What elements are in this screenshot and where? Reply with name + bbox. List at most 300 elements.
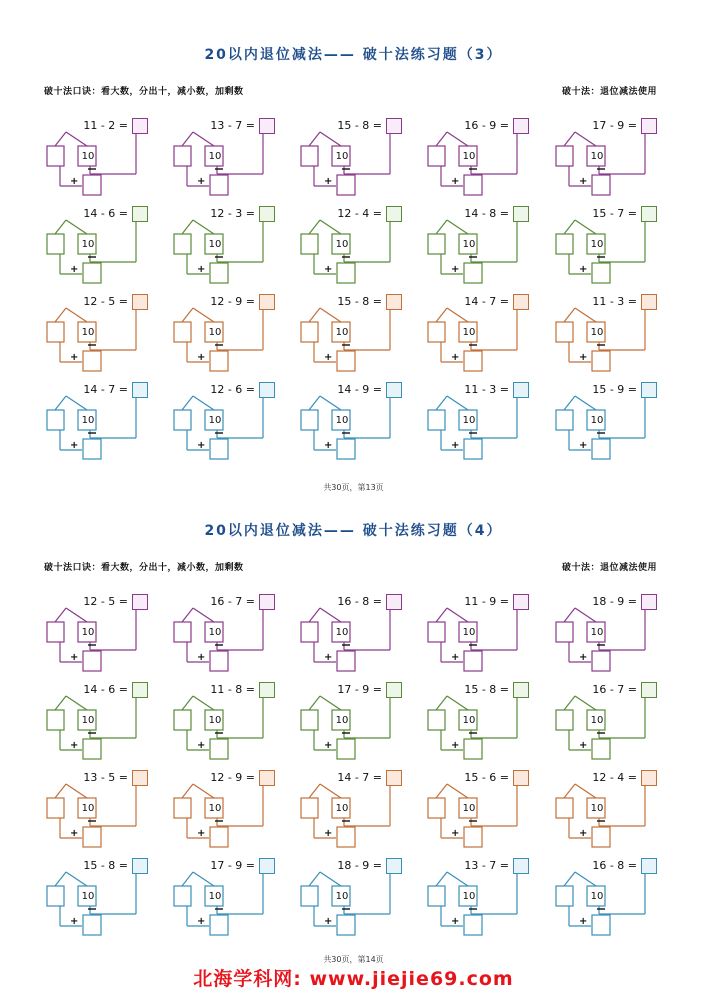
remainder-box[interactable] (301, 798, 318, 818)
equation-text: 15 - 9 = (592, 383, 637, 396)
equation-text: 15 - 6 = (464, 771, 509, 784)
ten-label: 10 (590, 415, 604, 426)
connector-line (182, 608, 193, 622)
sum-box[interactable] (337, 651, 355, 671)
connector-line (66, 132, 87, 146)
plus-label: + (451, 264, 460, 275)
problem-item (304, 294, 414, 370)
remainder-box[interactable] (428, 710, 445, 730)
equation-text: 12 - 4 = (592, 771, 637, 784)
answer-box[interactable] (641, 206, 657, 222)
connector-line (564, 396, 575, 410)
answer-box[interactable] (386, 206, 402, 222)
answer-box[interactable] (513, 770, 529, 786)
sum-box[interactable] (592, 351, 610, 371)
answer-box[interactable] (386, 858, 402, 874)
problem-item (431, 682, 541, 758)
sum-box[interactable] (83, 439, 101, 459)
sum-box[interactable] (83, 263, 101, 283)
remainder-box[interactable] (301, 710, 318, 730)
problem-item (50, 206, 160, 282)
equation-text: 12 - 9 = (210, 771, 255, 784)
equation-text: 12 - 6 = (210, 383, 255, 396)
plus-label: + (451, 828, 460, 839)
connector-line (309, 220, 320, 234)
answer-box[interactable] (641, 294, 657, 310)
answer-box[interactable] (386, 382, 402, 398)
connector-line (447, 872, 468, 886)
ten-label: 10 (81, 891, 95, 902)
answer-box[interactable] (386, 594, 402, 610)
plus-label: + (451, 352, 460, 363)
problem-item (431, 206, 541, 282)
equation-text: 11 - 3 = (464, 383, 509, 396)
equation-text: 14 - 6 = (83, 683, 128, 696)
connector-line (182, 308, 193, 322)
problem-item (50, 770, 160, 846)
connector-line (575, 608, 596, 622)
answer-box[interactable] (259, 594, 275, 610)
ten-label: 10 (335, 239, 349, 250)
page-footer: 共30页，第14页 (323, 955, 384, 964)
problem-item (177, 858, 287, 934)
answer-box[interactable] (132, 682, 148, 698)
ten-label: 10 (462, 803, 476, 814)
ten-label: 10 (590, 151, 604, 162)
sum-box[interactable] (592, 827, 610, 847)
remainder-box[interactable] (556, 322, 573, 342)
connector-line (575, 132, 596, 146)
equation-text: 16 - 8 = (337, 595, 382, 608)
page-footer: 共30页，第13页 (323, 483, 384, 492)
method-rule: 破十法口诀：看大数，分出十，减小数，加剩数 (44, 87, 244, 97)
remainder-box[interactable] (174, 410, 191, 430)
connector-line (564, 872, 575, 886)
ten-label: 10 (208, 627, 222, 638)
connector-line (309, 396, 320, 410)
answer-box[interactable] (259, 206, 275, 222)
equation-text: 15 - 8 = (337, 295, 382, 308)
plus-label: + (451, 652, 460, 663)
problem-item (559, 118, 669, 194)
equation-text: 14 - 7 = (83, 383, 128, 396)
connector-line (193, 132, 214, 146)
equation-text: 17 - 9 = (210, 859, 255, 872)
connector-line (564, 784, 575, 798)
problem-item (50, 118, 160, 194)
answer-box[interactable] (641, 858, 657, 874)
plus-label: + (197, 176, 206, 187)
connector-line (447, 696, 468, 710)
connector-line (447, 784, 468, 798)
connector-line (66, 784, 87, 798)
connector-line (575, 784, 596, 798)
remainder-box[interactable] (556, 622, 573, 642)
sum-box[interactable] (337, 351, 355, 371)
method-hint: 破十法：退位减法使用 (561, 563, 657, 573)
remainder-box[interactable] (174, 146, 191, 166)
ten-label: 10 (81, 415, 95, 426)
remainder-box[interactable] (428, 234, 445, 254)
remainder-box[interactable] (174, 234, 191, 254)
problem-item (431, 382, 541, 458)
sum-box[interactable] (592, 439, 610, 459)
sum-box[interactable] (83, 175, 101, 195)
problem-item (177, 294, 287, 370)
remainder-box[interactable] (301, 146, 318, 166)
remainder-box[interactable] (428, 886, 445, 906)
sum-box[interactable] (337, 175, 355, 195)
connector-line (66, 608, 87, 622)
connector-line (193, 608, 214, 622)
sum-box[interactable] (83, 827, 101, 847)
problem-item (559, 682, 669, 758)
plus-label: + (579, 916, 588, 927)
ten-label: 10 (462, 415, 476, 426)
sum-box[interactable] (337, 915, 355, 935)
answer-box[interactable] (386, 770, 402, 786)
answer-box[interactable] (259, 118, 275, 134)
equation-text: 14 - 7 = (464, 295, 509, 308)
connector-line (436, 872, 447, 886)
problem-item (177, 770, 287, 846)
remainder-box[interactable] (556, 710, 573, 730)
equation-text: 16 - 7 = (592, 683, 637, 696)
plus-label: + (579, 352, 588, 363)
sum-box[interactable] (464, 915, 482, 935)
problem-item (304, 770, 414, 846)
sheet-title: 20以内退位减法—— 破十法练习题（3） (204, 47, 503, 63)
sum-box[interactable] (592, 651, 610, 671)
sheet-title: 20以内退位减法—— 破十法练习题（4） (204, 523, 503, 539)
remainder-box[interactable] (47, 886, 64, 906)
sum-box[interactable] (210, 351, 228, 371)
sum-box[interactable] (83, 915, 101, 935)
sum-box[interactable] (83, 739, 101, 759)
remainder-box[interactable] (556, 234, 573, 254)
ten-label: 10 (462, 151, 476, 162)
problem-item (304, 858, 414, 934)
answer-box[interactable] (386, 294, 402, 310)
sum-box[interactable] (210, 739, 228, 759)
connector-line (447, 308, 468, 322)
remainder-box[interactable] (47, 322, 64, 342)
connector-line (447, 132, 468, 146)
answer-box[interactable] (513, 858, 529, 874)
remainder-box[interactable] (301, 410, 318, 430)
problem-item (431, 858, 541, 934)
remainder-box[interactable] (556, 410, 573, 430)
connector-line (575, 696, 596, 710)
problem-item (559, 382, 669, 458)
answer-box[interactable] (132, 206, 148, 222)
sum-box[interactable] (210, 175, 228, 195)
answer-box[interactable] (641, 382, 657, 398)
remainder-box[interactable] (174, 622, 191, 642)
sum-box[interactable] (592, 915, 610, 935)
remainder-box[interactable] (301, 622, 318, 642)
plus-label: + (70, 916, 79, 927)
sum-box[interactable] (210, 439, 228, 459)
ten-label: 10 (335, 627, 349, 638)
answer-box[interactable] (513, 682, 529, 698)
problem-item (431, 294, 541, 370)
remainder-box[interactable] (174, 322, 191, 342)
remainder-box[interactable] (301, 234, 318, 254)
connector-line (182, 784, 193, 798)
answer-box[interactable] (513, 206, 529, 222)
sum-box[interactable] (210, 915, 228, 935)
connector-line (447, 396, 468, 410)
connector-line (193, 784, 214, 798)
equation-text: 15 - 8 = (337, 119, 382, 132)
connector-line (320, 220, 341, 234)
answer-box[interactable] (259, 294, 275, 310)
connector-line (309, 696, 320, 710)
connector-line (447, 220, 468, 234)
ten-label: 10 (81, 715, 95, 726)
remainder-box[interactable] (174, 798, 191, 818)
answer-box[interactable] (132, 770, 148, 786)
plus-label: + (70, 740, 79, 751)
sum-box[interactable] (464, 175, 482, 195)
remainder-box[interactable] (428, 410, 445, 430)
ten-label: 10 (335, 151, 349, 162)
sum-box[interactable] (592, 263, 610, 283)
connector-line (436, 696, 447, 710)
problem-item (50, 294, 160, 370)
connector-line (320, 396, 341, 410)
remainder-box[interactable] (428, 322, 445, 342)
connector-line (309, 132, 320, 146)
sum-box[interactable] (337, 439, 355, 459)
sum-box[interactable] (592, 175, 610, 195)
connector-line (66, 220, 87, 234)
answer-box[interactable] (259, 382, 275, 398)
connector-line (575, 308, 596, 322)
answer-box[interactable] (132, 294, 148, 310)
ten-label: 10 (462, 715, 476, 726)
connector-line (564, 696, 575, 710)
connector-line (193, 308, 214, 322)
equation-text: 12 - 4 = (337, 207, 382, 220)
connector-line (436, 396, 447, 410)
connector-line (55, 872, 66, 886)
problem-item (431, 770, 541, 846)
ten-label: 10 (335, 803, 349, 814)
plus-label: + (197, 740, 206, 751)
connector-line (66, 696, 87, 710)
answer-box[interactable] (386, 682, 402, 698)
remainder-box[interactable] (428, 622, 445, 642)
remainder-box[interactable] (47, 410, 64, 430)
remainder-box[interactable] (556, 798, 573, 818)
answer-box[interactable] (641, 118, 657, 134)
ten-label: 10 (590, 891, 604, 902)
remainder-box[interactable] (47, 710, 64, 730)
plus-label: + (579, 740, 588, 751)
plus-label: + (324, 176, 333, 187)
problem-item (304, 682, 414, 758)
plus-label: + (579, 440, 588, 451)
plus-label: + (324, 440, 333, 451)
sum-box[interactable] (592, 739, 610, 759)
equation-text: 17 - 9 = (592, 119, 637, 132)
ten-label: 10 (208, 715, 222, 726)
problem-item (177, 118, 287, 194)
equation-text: 11 - 9 = (464, 595, 509, 608)
problem-item (431, 118, 541, 194)
sum-box[interactable] (337, 739, 355, 759)
answer-box[interactable] (513, 382, 529, 398)
connector-line (320, 308, 341, 322)
answer-box[interactable] (513, 118, 529, 134)
ten-label: 10 (81, 627, 95, 638)
connector-line (182, 132, 193, 146)
answer-box[interactable] (513, 294, 529, 310)
sum-box[interactable] (83, 651, 101, 671)
connector-line (320, 872, 341, 886)
plus-label: + (324, 352, 333, 363)
ten-label: 10 (462, 239, 476, 250)
connector-line (436, 308, 447, 322)
sum-box[interactable] (210, 827, 228, 847)
remainder-box[interactable] (301, 886, 318, 906)
problem-item (50, 858, 160, 934)
ten-label: 10 (81, 239, 95, 250)
plus-label: + (197, 264, 206, 275)
problem-item (177, 382, 287, 458)
method-rule: 破十法口诀：看大数，分出十，减小数，加剩数 (44, 563, 244, 573)
connector-line (193, 220, 214, 234)
answer-box[interactable] (259, 858, 275, 874)
answer-box[interactable] (513, 594, 529, 610)
connector-line (182, 872, 193, 886)
connector-line (182, 696, 193, 710)
equation-text: 13 - 7 = (464, 859, 509, 872)
ten-label: 10 (590, 803, 604, 814)
plus-label: + (197, 828, 206, 839)
answer-box[interactable] (641, 682, 657, 698)
equation-text: 14 - 7 = (337, 771, 382, 784)
answer-box[interactable] (641, 770, 657, 786)
equation-text: 12 - 5 = (83, 295, 128, 308)
problem-item (559, 294, 669, 370)
remainder-box[interactable] (47, 622, 64, 642)
answer-box[interactable] (259, 770, 275, 786)
answer-box[interactable] (132, 594, 148, 610)
remainder-box[interactable] (174, 710, 191, 730)
sum-box[interactable] (210, 263, 228, 283)
sum-box[interactable] (83, 351, 101, 371)
remainder-box[interactable] (428, 146, 445, 166)
equation-text: 14 - 8 = (464, 207, 509, 220)
ten-label: 10 (590, 239, 604, 250)
connector-line (309, 872, 320, 886)
remainder-box[interactable] (47, 234, 64, 254)
connector-line (55, 308, 66, 322)
connector-line (447, 608, 468, 622)
plus-label: + (70, 176, 79, 187)
equation-text: 16 - 9 = (464, 119, 509, 132)
ten-label: 10 (81, 151, 95, 162)
plus-label: + (197, 652, 206, 663)
answer-box[interactable] (132, 382, 148, 398)
answer-box[interactable] (259, 682, 275, 698)
sum-box[interactable] (210, 651, 228, 671)
sum-box[interactable] (464, 739, 482, 759)
equation-text: 15 - 8 = (464, 683, 509, 696)
answer-box[interactable] (386, 118, 402, 134)
equation-text: 18 - 9 = (337, 859, 382, 872)
ten-label: 10 (590, 327, 604, 338)
connector-line (182, 396, 193, 410)
problem-item (177, 594, 287, 670)
connector-line (55, 784, 66, 798)
answer-box[interactable] (132, 858, 148, 874)
remainder-box[interactable] (174, 886, 191, 906)
ten-label: 10 (335, 891, 349, 902)
plus-label: + (70, 828, 79, 839)
sum-box[interactable] (464, 439, 482, 459)
remainder-box[interactable] (47, 146, 64, 166)
ten-label: 10 (335, 327, 349, 338)
sum-box[interactable] (337, 263, 355, 283)
connector-line (564, 220, 575, 234)
sum-box[interactable] (464, 651, 482, 671)
ten-label: 10 (462, 891, 476, 902)
plus-label: + (324, 916, 333, 927)
connector-line (436, 784, 447, 798)
equation-text: 16 - 8 = (592, 859, 637, 872)
problem-item (304, 382, 414, 458)
connector-line (55, 220, 66, 234)
sum-box[interactable] (464, 351, 482, 371)
answer-box[interactable] (132, 118, 148, 134)
remainder-box[interactable] (47, 798, 64, 818)
remainder-box[interactable] (301, 322, 318, 342)
ten-label: 10 (590, 627, 604, 638)
connector-line (436, 132, 447, 146)
plus-label: + (70, 652, 79, 663)
sum-box[interactable] (464, 827, 482, 847)
ten-label: 10 (208, 327, 222, 338)
connector-line (182, 220, 193, 234)
worksheet-2 (0, 476, 707, 964)
ten-label: 10 (208, 891, 222, 902)
connector-line (193, 396, 214, 410)
remainder-box[interactable] (556, 886, 573, 906)
connector-line (575, 220, 596, 234)
plus-label: + (70, 264, 79, 275)
plus-label: + (451, 176, 460, 187)
connector-line (564, 308, 575, 322)
connector-line (66, 396, 87, 410)
connector-line (55, 696, 66, 710)
sum-box[interactable] (337, 827, 355, 847)
remainder-box[interactable] (428, 798, 445, 818)
connector-line (55, 608, 66, 622)
problem-item (431, 594, 541, 670)
equation-text: 13 - 5 = (83, 771, 128, 784)
remainder-box[interactable] (556, 146, 573, 166)
sum-box[interactable] (464, 263, 482, 283)
equation-text: 12 - 3 = (210, 207, 255, 220)
ten-label: 10 (335, 715, 349, 726)
equation-text: 11 - 8 = (210, 683, 255, 696)
answer-box[interactable] (641, 594, 657, 610)
ten-label: 10 (462, 327, 476, 338)
